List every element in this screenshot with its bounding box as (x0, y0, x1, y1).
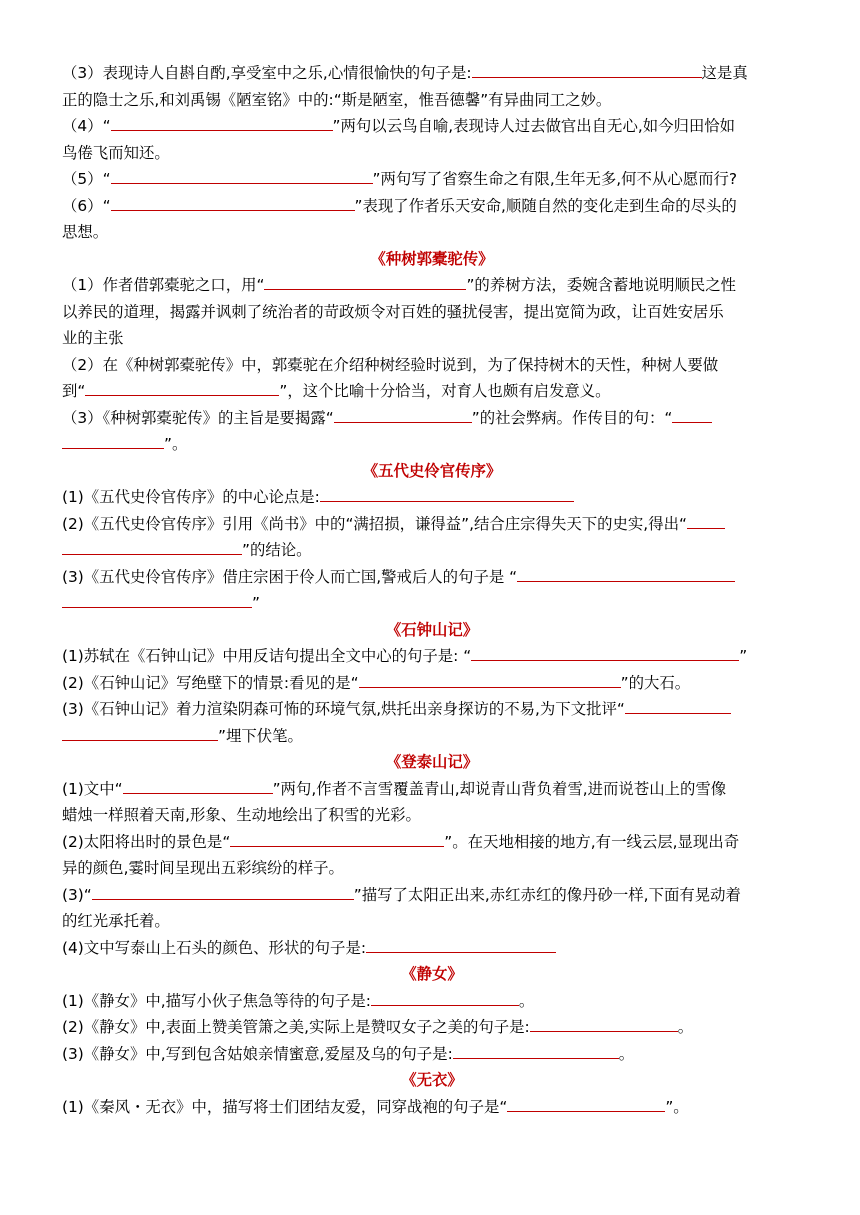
worksheet-page (62, 60, 802, 1120)
question-text: ”埋下伏笔。 (218, 726, 303, 745)
worksheet-line (62, 431, 802, 458)
answer-blank[interactable] (85, 380, 279, 396)
worksheet-line (62, 325, 802, 352)
worksheet-line (62, 670, 802, 697)
worksheet-line (62, 1094, 802, 1121)
answer-blank[interactable] (62, 725, 218, 741)
question-text: （5）“ (62, 170, 111, 188)
question-text: （1）作者借郭橐驼之口，用“ (62, 276, 265, 294)
worksheet-line (62, 193, 802, 220)
worksheet-line (62, 935, 802, 962)
worksheet-line (62, 405, 802, 432)
answer-blank[interactable] (672, 407, 712, 423)
question-text: （6）“ (62, 196, 111, 215)
worksheet-line (62, 140, 802, 167)
question-text: (3)《石钟山记》着力渲染阴森可怖的环境气氛,烘托出亲身探访的不易,为下文批评“ (62, 700, 625, 718)
answer-blank[interactable] (111, 168, 373, 184)
worksheet-line (62, 378, 802, 405)
worksheet-line (62, 643, 802, 670)
worksheet-line (62, 352, 802, 379)
answer-blank[interactable] (507, 1096, 665, 1112)
answer-blank[interactable] (320, 486, 574, 502)
worksheet-line (62, 1041, 802, 1068)
question-text: ”。在天地相接的地方,有一线云层,显现出奇 (444, 832, 740, 851)
question-text: ”表现了作者乐天安命,顺随自然的变化走到生命的尽头的 (354, 196, 737, 215)
question-text: 正的隐士之乐,和刘禹锡《陋室铭》中的:“斯是陋室，惟吾德馨”有异曲同工之妙。 (62, 90, 612, 109)
section-title: 《石钟山记》 (385, 620, 479, 639)
question-text: (2)《静女》中,表面上赞美管箫之美,实际上是赞叹女子之美的句子是: (62, 1018, 530, 1036)
section-title: 《静女》 (401, 965, 463, 983)
question-text: ”。 (164, 435, 188, 453)
question-text: ”描写了太阳正出来,赤红赤红的像丹砂一样,下面有晃动着 (353, 885, 741, 904)
answer-blank[interactable] (111, 115, 333, 131)
answer-blank[interactable] (334, 407, 472, 423)
section-title: 《无衣》 (401, 1071, 463, 1089)
worksheet-line (62, 590, 802, 617)
question-text: (3)《静女》中,写到包含姑娘亲情蜜意,爱屋及乌的句子是: (62, 1044, 453, 1063)
question-text: 鸟倦飞而知还。 (62, 143, 170, 162)
question-text: ”两句,作者不言雪覆盖青山,却说青山背负着雪,进而说苍山上的雪像 (272, 779, 727, 798)
worksheet-line (62, 537, 802, 564)
question-text: 业的主张 (62, 329, 124, 347)
question-text: (2)《五代史伶官传序》引用《尚书》中的“满招损，谦得益”,结合庄宗得失天下的史实,得出“ (62, 514, 687, 533)
section-title: 《登泰山记》 (385, 753, 479, 771)
question-text: ”两句写了省察生命之有限,生年无多,何不从心愿而行? (372, 170, 738, 188)
worksheet-line (62, 908, 802, 935)
worksheet-line (62, 299, 802, 326)
question-text: 到“ (62, 382, 86, 400)
question-text: (1)《静女》中,描写小伙子焦急等待的句子是: (62, 991, 371, 1010)
question-text: (1)苏轼在《石钟山记》中用反诘句提出全文中心的句子是: “ (62, 647, 472, 665)
question-text: ”的养树方法，委婉含蓄地说明顺民之性 (466, 276, 737, 294)
worksheet-line (62, 696, 802, 723)
question-text: 以养民的道理，揭露并讽刺了统治者的苛政烦令对百姓的骚扰侵害，提出宽简为政，让百姓安居乐 (62, 302, 724, 321)
question-text: (2)太阳将出时的景色是“ (62, 832, 231, 851)
question-text: ”的社会弊病。作传目的句：“ (471, 408, 673, 427)
worksheet-line (62, 272, 802, 299)
answer-blank[interactable] (371, 990, 519, 1006)
question-text: (3)“ (62, 885, 92, 904)
question-text: (4)文中写泰山上石头的颜色、形状的句子是: (62, 938, 367, 957)
question-text: ”，这个比喻十分恰当，对育人也颇有启发意义。 (279, 382, 611, 400)
question-text: ” (739, 647, 748, 665)
question-text: ”。 (665, 1097, 689, 1116)
worksheet-line (62, 988, 802, 1015)
worksheet-line (62, 60, 802, 87)
section-title: 《种树郭橐驼传》 (370, 249, 494, 268)
worksheet-line (62, 829, 802, 856)
question-text: (1)《秦风・无衣》中，描写将士们团结友爱，同穿战袍的句子是“ (62, 1097, 508, 1116)
question-text: （3）《种树郭橐驼传》的主旨是要揭露“ (62, 408, 334, 427)
question-text: 。 (518, 991, 535, 1010)
question-text: ” (252, 594, 260, 612)
answer-blank[interactable] (517, 566, 735, 582)
question-text: (2)《石钟山记》写绝壁下的情景:看见的是“ (62, 673, 359, 692)
worksheet-line (62, 564, 802, 591)
answer-blank[interactable] (530, 1016, 678, 1032)
worksheet-line (62, 1014, 802, 1041)
question-text: （3）表现诗人自斟自酌,享受室中之乐,心情很愉快的句子是: (62, 64, 472, 82)
worksheet-line (62, 855, 802, 882)
answer-blank[interactable] (264, 274, 466, 290)
answer-blank[interactable] (123, 778, 273, 794)
question-text: 蜡烛一样照着天南,形象、生动地绘出了积雪的光彩。 (62, 806, 421, 824)
worksheet-line (62, 484, 802, 511)
answer-blank[interactable] (62, 433, 164, 449)
answer-blank[interactable] (687, 513, 725, 529)
worksheet-line (62, 723, 802, 750)
worksheet-line (62, 802, 802, 829)
section-title: 《五代史伶官传序》 (362, 461, 502, 480)
question-text: 。 (618, 1044, 635, 1063)
question-text: 这是真 (701, 64, 748, 82)
answer-blank[interactable] (472, 62, 702, 78)
answer-blank[interactable] (453, 1043, 619, 1059)
worksheet-line (62, 776, 802, 803)
question-text: (1)文中“ (62, 779, 123, 798)
question-text: 异的颜色,霎时间呈现出五彩缤纷的样子。 (62, 859, 344, 877)
question-text: (3)《五代史伶官传序》借庄宗困于伶人而亡国,警戒后人的句子是 “ (62, 567, 518, 586)
answer-blank[interactable] (471, 645, 739, 661)
worksheet-line (62, 87, 802, 114)
question-text: （4）“ (62, 117, 111, 135)
answer-blank[interactable] (230, 831, 444, 847)
worksheet-line (62, 166, 802, 193)
question-text: 。 (677, 1018, 694, 1036)
worksheet-line (62, 219, 802, 246)
answer-blank[interactable] (62, 592, 252, 608)
question-text: 思想。 (62, 223, 109, 241)
worksheet-line (62, 882, 802, 909)
question-text: (1)《五代史伶官传序》的中心论点是: (62, 488, 320, 506)
question-text: ”两句以云鸟自喻,表现诗人过去做官出自无心,如今归田恰如 (332, 117, 736, 135)
question-text: ”的大石。 (620, 673, 691, 692)
question-text: （2）在《种树郭橐驼传》中，郭橐驼在介绍种树经验时说到，为了保持树木的天性，种树人要做 (62, 355, 719, 374)
worksheet-line (62, 511, 802, 538)
worksheet-line (62, 113, 802, 140)
question-text: ”的结论。 (242, 541, 312, 559)
answer-blank[interactable] (92, 884, 354, 900)
answer-blank[interactable] (359, 672, 621, 688)
answer-blank[interactable] (366, 937, 556, 953)
answer-blank[interactable] (111, 195, 355, 211)
answer-blank[interactable] (625, 698, 731, 714)
question-text: 的红光承托着。 (62, 912, 170, 930)
answer-blank[interactable] (62, 539, 242, 555)
